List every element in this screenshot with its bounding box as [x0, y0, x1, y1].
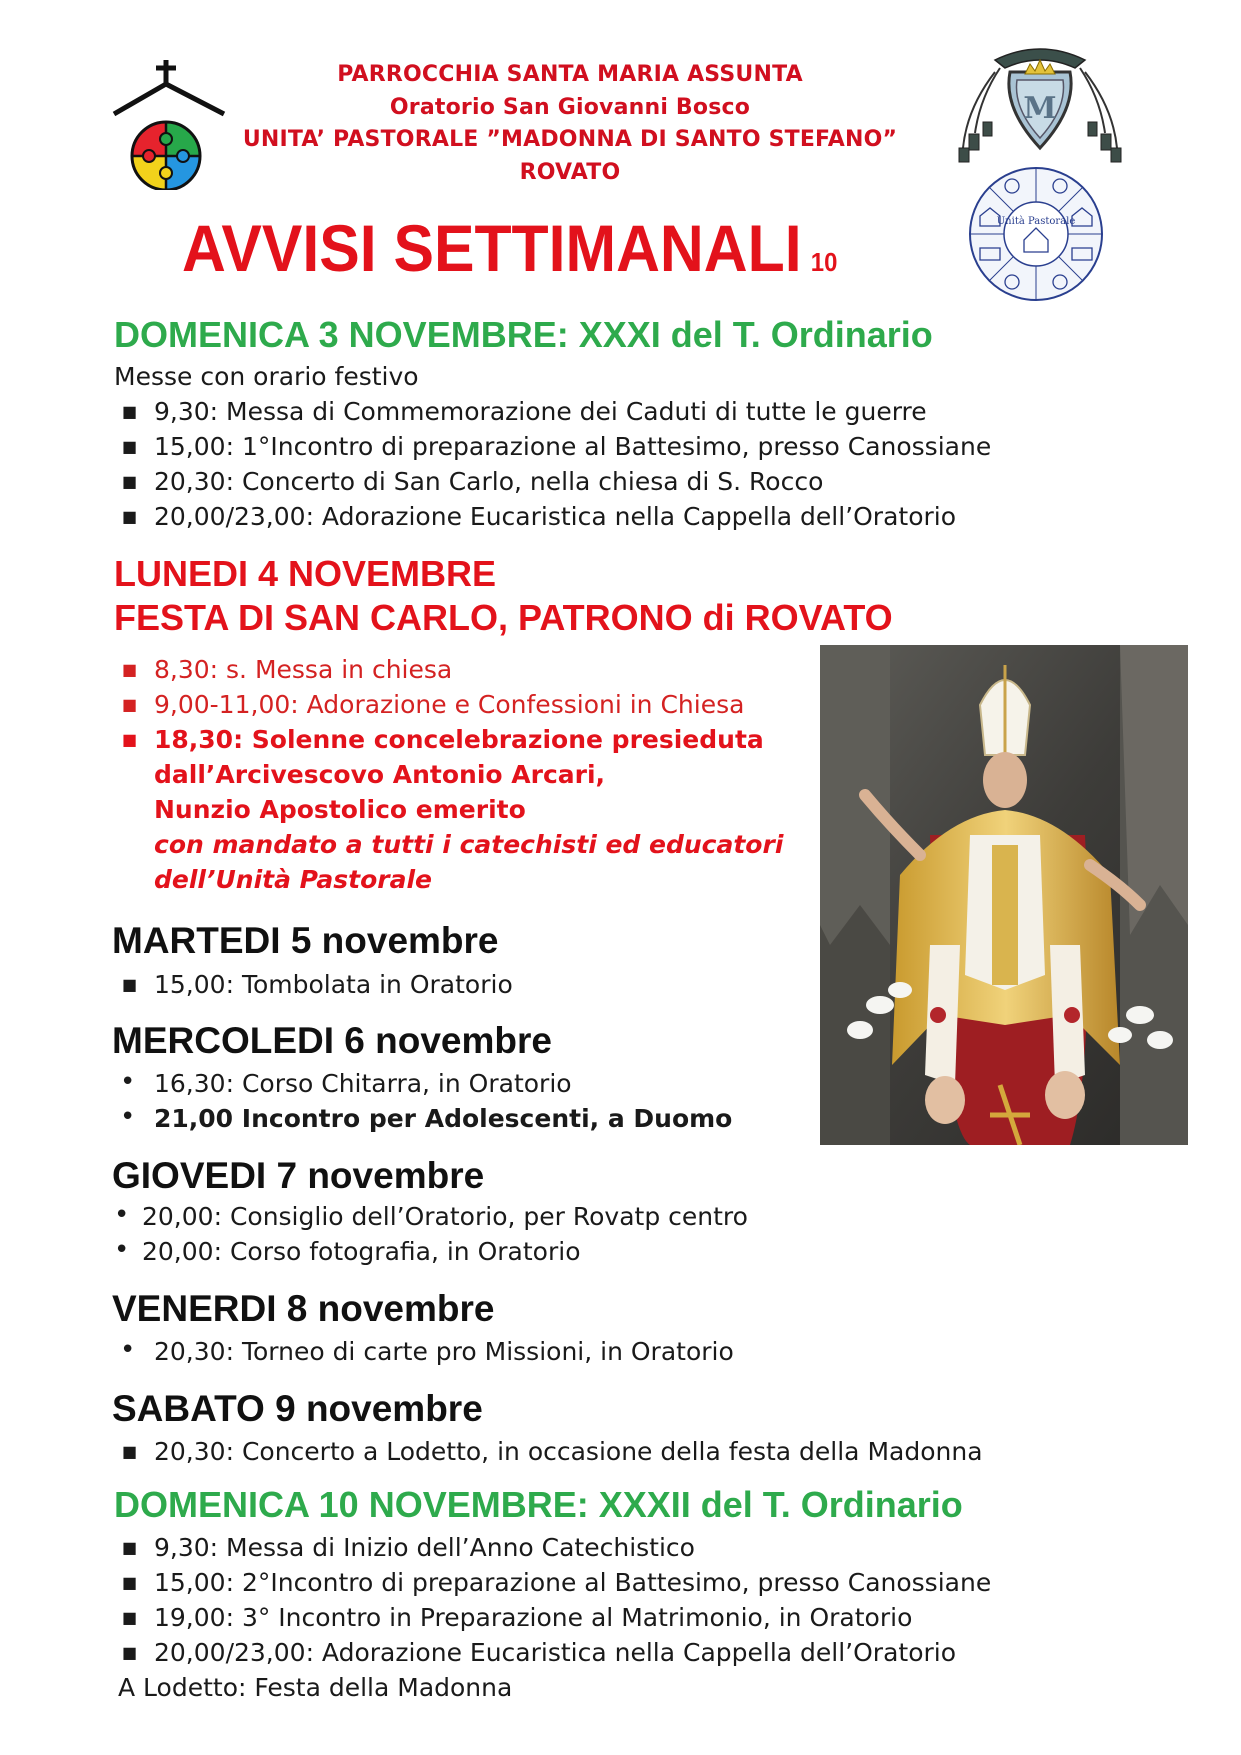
svg-text:M: M	[1023, 91, 1057, 126]
bullet-icon: ■	[122, 437, 138, 456]
list-item: ■ 15,00: 2°Incontro di preparazione al Battesimo, presso Canossiane	[114, 1565, 991, 1600]
solemn-mass-line5: dell’Unità Pastorale	[154, 865, 433, 894]
list-item: • 20,00: Corso fotografia, in Oratorio	[114, 1235, 581, 1266]
bullet-icon: ■	[122, 660, 138, 679]
list-item: ■ 9,30: Messa di Commemorazione dei Caduti di tutte le guerre	[114, 394, 991, 429]
tuesday-5-list	[114, 967, 513, 1002]
seal-label: Unità Pastorale	[996, 216, 1076, 227]
parish-logo	[110, 58, 228, 190]
bishop-coat-of-arms-icon	[955, 38, 1125, 163]
issue-number: 10	[810, 247, 838, 277]
pastoral-unit-seal-icon	[966, 164, 1106, 304]
friday-8-heading: VENERDI 8 novembre	[112, 1288, 495, 1329]
bullet-icon: ■	[122, 730, 138, 749]
list-item: ■ 8,30: s. Messa in chiesa	[114, 652, 744, 687]
bullet-icon: •	[120, 1067, 136, 1097]
bullet-icon: •	[120, 1102, 136, 1132]
sunday-3-intro: Messe con orario festivo	[114, 362, 419, 391]
list-item: ■ 20,30: Concerto a Lodetto, in occasione della festa della Madonna	[114, 1434, 983, 1469]
bullet-icon: ■	[122, 1538, 138, 1557]
solemn-mass-line2: dall’Arcivescovo Antonio Arcari,	[154, 760, 606, 789]
bullet-icon: •	[114, 1200, 130, 1230]
bullet-icon: ■	[122, 1643, 138, 1662]
bullet-icon: •	[114, 1235, 130, 1265]
wednesday-6-heading: MERCOLEDI 6 novembre	[112, 1020, 552, 1061]
list-item: ■ 20,00/23,00: Adorazione Eucaristica nella Cappella dell’Oratorio	[114, 1635, 991, 1670]
list-item: ■ 19,00: 3° Incontro in Preparazione al Matrimonio, in Oratorio	[114, 1600, 991, 1635]
feast-heading: FESTA DI SAN CARLO, PATRONO di ROVATO	[114, 597, 893, 638]
sunday-10-heading: DOMENICA 10 NOVEMBRE: XXXII del T. Ordinario	[114, 1484, 963, 1525]
bullet-icon: ■	[122, 1442, 138, 1461]
sunday-3-list	[114, 394, 991, 534]
saturday-9-heading: SABATO 9 novembre	[112, 1388, 483, 1429]
bullet-icon: •	[120, 1335, 136, 1365]
thursday-7-heading: GIOVEDI 7 novembre	[112, 1155, 485, 1196]
solemn-mass-line4: con mandato a tutti i catechisti ed educatori	[154, 830, 784, 859]
list-item: • 20,00: Consiglio dell’Oratorio, per Rovatp centro	[114, 1200, 748, 1231]
list-item: ■ 20,00/23,00: Adorazione Eucaristica nella Cappella dell’Oratorio	[114, 499, 991, 534]
bullet-icon: ■	[122, 507, 138, 526]
saturday-9-list	[114, 1434, 983, 1469]
list-item: • 20,30: Torneo di carte pro Missioni, in Oratorio	[120, 1335, 734, 1366]
bullet-icon: ■	[122, 1573, 138, 1592]
bullet-icon: ■	[122, 695, 138, 714]
sunday-10-footer: A Lodetto: Festa della Madonna	[118, 1673, 513, 1702]
page-title	[182, 210, 837, 286]
friday-8-list	[114, 1334, 734, 1369]
parish-name: PARROCCHIA SANTA MARIA ASSUNTA	[337, 62, 803, 87]
oratory-name: Oratorio San Giovanni Bosco	[389, 95, 751, 120]
list-item: ■ 15,00: Tombolata in Oratorio	[114, 967, 513, 1002]
list-item: ■ 20,30: Concerto di San Carlo, nella chiesa di S. Rocco	[114, 464, 991, 499]
solemn-mass-line3: Nunzio Apostolico emerito	[154, 795, 526, 824]
list-item: ■ 9,30: Messa di Inizio dell’Anno Catechistico	[114, 1530, 991, 1565]
bullet-icon: ■	[122, 1608, 138, 1627]
list-item: • 21,00 Incontro per Adolescenti, a Duomo	[120, 1102, 733, 1133]
sunday-3-heading: DOMENICA 3 NOVEMBRE: XXXI del T. Ordinario	[114, 314, 933, 355]
san-carlo-statue-photo	[820, 645, 1188, 1145]
wednesday-6-list	[114, 1066, 732, 1136]
bullet-icon: ■	[122, 472, 138, 491]
town-name: ROVATO	[519, 160, 621, 185]
thursday-7-list	[114, 1199, 748, 1269]
pastoral-unit-name: UNITA’ PASTORALE ”MADONNA DI SANTO STEFANO”	[242, 127, 898, 152]
tuesday-5-heading: MARTEDI 5 novembre	[112, 920, 499, 961]
bullet-icon: ■	[122, 402, 138, 421]
bullet-icon: ■	[122, 975, 138, 994]
list-item: ■ 9,00-11,00: Adorazione e Confessioni in Chiesa	[114, 687, 744, 722]
monday-4-list	[114, 652, 744, 722]
page-title-text: AVVISI SETTIMANALI	[182, 211, 802, 285]
list-item: • 16,30: Corso Chitarra, in Oratorio	[120, 1067, 572, 1098]
list-item: ■ 15,00: 1°Incontro di preparazione al Battesimo, presso Canossiane	[114, 429, 991, 464]
solemn-mass-item: ■ 18,30: Solenne concelebrazione presieduta dall’Arcivescovo Antonio Arcari, Nunzio Apostolico emerito con mandato a tutti i catechisti ed educatori dell’Unità Pastorale	[114, 722, 783, 897]
sunday-10-list	[114, 1530, 991, 1670]
monday-4-heading: LUNEDI 4 NOVEMBRE	[114, 553, 497, 594]
